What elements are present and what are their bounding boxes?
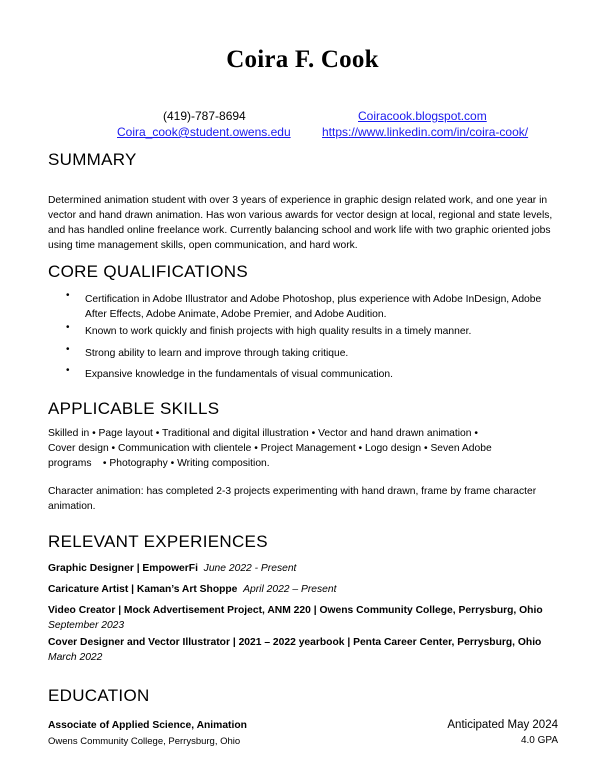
education-school: Owens Community College, Perrysburg, Ohio <box>48 736 241 747</box>
education-heading: EDUCATION <box>48 686 150 705</box>
education-date: Anticipated May 2024 <box>447 719 558 731</box>
bullet-icon: • <box>66 290 70 301</box>
resume-name: Coira F. Cook <box>226 46 379 73</box>
qualification-item: Expansive knowledge in the fundamentals of visual communication. <box>85 369 393 380</box>
qualification-item: Certification in Adobe Illustrator and Adobe Photoshop, plus experience with Adobe InDesign, Adobe After Effects, Adobe Animate, Adobe Premier, and Adobe Audition. <box>85 294 542 320</box>
experience-date: March 2022 <box>48 652 103 663</box>
skills-line: Cover design • Communication with clientele • Project Management • Logo design • Seven Adobe <box>48 443 492 454</box>
experience-title: Graphic Designer | EmpowerFi <box>48 563 198 574</box>
experience-date: September 2023 <box>48 620 125 631</box>
experience-item <box>48 635 568 665</box>
phone-number: (419)-787-8694 <box>163 109 246 123</box>
skills-line: Skilled in • Page layout • Traditional and digital illustration • Vector and hand drawn animation • <box>48 428 478 439</box>
experience-title: Cover Designer and Vector Illustrator | 2021 – 2022 yearbook | Penta Career Center, Perrysburg, Ohio <box>48 637 542 648</box>
experience-item <box>48 561 568 576</box>
experience-item <box>48 603 568 633</box>
skills-line: programs • Photography • Writing composition. <box>48 458 270 469</box>
bullet-icon: • <box>66 344 70 355</box>
experience-title: Caricature Artist | Kaman’s Art Shoppe <box>48 584 238 595</box>
qualification-item: Known to work quickly and finish projects with high quality results in a timely manner. <box>85 326 472 337</box>
bullet-icon: • <box>66 322 70 333</box>
qualification-item: Strong ability to learn and improve through taking critique. <box>85 348 349 359</box>
skills-heading: APPLICABLE SKILLS <box>48 399 220 418</box>
linkedin-link[interactable]: https://www.linkedin.com/in/coira-cook/ <box>322 125 529 139</box>
character-animation-text: Character animation: has completed 2-3 projects experimenting with hand drawn, frame by frame character animation. <box>48 486 537 512</box>
experiences-heading: RELEVANT EXPERIENCES <box>48 532 268 551</box>
education-gpa: 4.0 GPA <box>520 735 558 746</box>
website-link[interactable]: Coiracook.blogspot.com <box>358 109 487 123</box>
bullet-icon: • <box>66 365 70 376</box>
education-degree: Associate of Applied Science, Animation <box>48 720 247 731</box>
summary-heading: SUMMARY <box>48 150 137 169</box>
email-link[interactable]: Coira_cook@student.owens.edu <box>117 125 291 139</box>
experience-date: April 2022 – Present <box>243 584 337 595</box>
summary-text: Determined animation student with over 3 years of experience in graphic design related work, and one year in vector and hand drawn animation. Has won various awards for vector design at local, regional and state levels, and has handled online freelance work. Currently balancing school and work life with two graphic oriented jobs using time management skills, open communication, and hard work. <box>48 195 553 251</box>
experience-date: June 2022 - Present <box>203 563 297 574</box>
experience-item <box>48 582 568 597</box>
qualifications-heading: CORE QUALIFICATIONS <box>48 262 248 281</box>
experience-title: Video Creator | Mock Advertisement Project, ANM 220 | Owens Community College, Perrysburg, Ohio <box>48 605 543 616</box>
